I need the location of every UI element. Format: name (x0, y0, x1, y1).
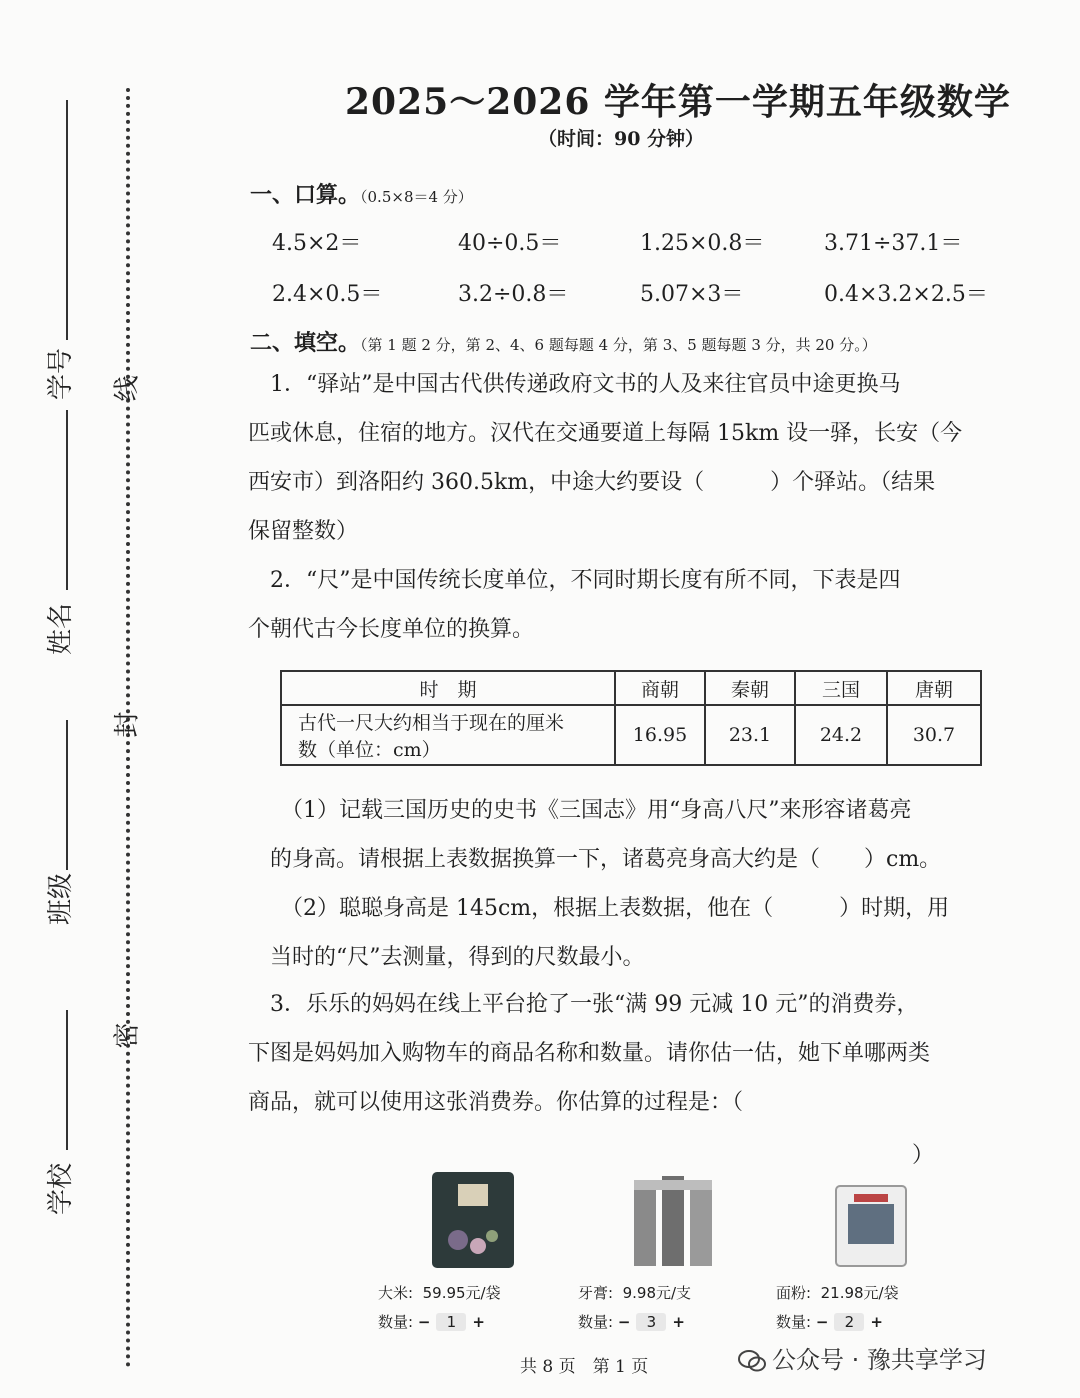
q3-close-paren: ） (912, 1143, 935, 1168)
q1-line: 1．“驿站”是中国古代供传递政府文书的人及来往官员中途更换马 (248, 372, 901, 397)
table-header-cell: 三国 (795, 671, 887, 705)
section2-note: （第 1 题 2 分，第 2、4、6 题每题 4 分，第 3、5 题每题 3 分，共 20 分。） (360, 336, 877, 354)
calc-item: 4.5×2＝ (272, 231, 362, 256)
q2-line: 2．“尺”是中国传统长度单位，不同时期长度有所不同，下表是四 (248, 568, 901, 593)
q3-line: 商品，就可以使用这张消费券。你估算的过程是：（ (248, 1090, 744, 1115)
table-header-cell: 秦朝 (705, 671, 795, 705)
dynasty-length-table (280, 670, 982, 766)
student-id-label: 学号 (46, 347, 76, 400)
product-flour (776, 1170, 976, 1332)
table-cell: 24.2 (795, 705, 887, 765)
table-cell: 16.95 (615, 705, 705, 765)
table-header-cell: 时 期 (281, 671, 615, 705)
class-label: 班级 (46, 872, 76, 925)
q3-line: 3．乐乐的妈妈在线上平台抢了一张“满 99 元减 10 元”的消费券， (248, 992, 919, 1017)
binding-margin (0, 0, 150, 1398)
question-2 (248, 556, 1028, 654)
section1-note: （0.5×8＝4 分） (360, 188, 473, 206)
decrease-button[interactable]: − (815, 1313, 829, 1331)
q2-sub-line: 当时的“尺”去测量，得到的尺数最小。 (270, 945, 645, 970)
table-cell: 23.1 (705, 705, 795, 765)
flour-info (776, 1282, 976, 1303)
toothpaste-info (578, 1282, 778, 1303)
watermark (738, 1340, 987, 1375)
product-name: 牙膏: (578, 1284, 614, 1302)
calc-item: 40÷0.5＝ (458, 231, 562, 256)
student-id-field[interactable] (66, 100, 68, 340)
quantity-label: 数量: (578, 1313, 614, 1331)
seal-mark-line: 线 (112, 375, 143, 402)
table-cell: 30.7 (887, 705, 981, 765)
calc-item: 1.25×0.8＝ (640, 231, 765, 256)
increase-button[interactable]: + (870, 1313, 883, 1331)
section1-heading (250, 178, 473, 209)
toothpaste-icon (628, 1170, 718, 1270)
seal-mark-seal: 封 (112, 711, 143, 738)
product-price: 59.95元/袋 (422, 1284, 501, 1302)
calc-item: 3.2÷0.8＝ (458, 282, 569, 307)
flour-quantity-stepper (776, 1311, 976, 1332)
product-price: 21.98元/袋 (820, 1284, 899, 1302)
q1-line: 保留整数） (248, 519, 359, 544)
quantity-label: 数量: (378, 1313, 414, 1331)
watermark-text: 公众号 · 豫共享学习 (772, 1346, 987, 1374)
school-label: 学校 (46, 1162, 76, 1215)
q2-sub-line: （1）记载三国历史的史书《三国志》用“身高八尺”来形容诸葛亮 (270, 798, 912, 823)
calc-item: 0.4×3.2×2.5＝ (824, 282, 988, 307)
flour-bag-icon (826, 1170, 916, 1270)
name-field[interactable] (66, 410, 68, 590)
rice-bag-icon (428, 1170, 518, 1270)
decrease-button[interactable]: − (417, 1313, 431, 1331)
quantity-label: 数量: (776, 1313, 812, 1331)
toothpaste-quantity-stepper (578, 1311, 778, 1332)
row-label-line: 古代一尺大约相当于现在的厘米 (298, 712, 565, 734)
row-label-line: 数（单位：cm） (298, 739, 441, 761)
calc-item: 5.07×3＝ (640, 282, 744, 307)
question-2-subparts (270, 786, 1050, 982)
class-field[interactable] (66, 720, 68, 870)
q1-line: 西安市）到洛阳约 360.5km，中途大约要设（ ）个驿站。（结果 (248, 470, 936, 495)
question-1 (248, 360, 1028, 556)
calc-item: 3.71÷37.1＝ (824, 231, 963, 256)
increase-button[interactable]: + (672, 1313, 685, 1331)
school-field[interactable] (66, 1010, 68, 1150)
exam-title: 2025～2026 学年第一学期五年级数学 (345, 81, 1011, 123)
rice-quantity-stepper (378, 1311, 578, 1332)
name-label: 姓名 (46, 602, 76, 655)
calc-item: 2.4×0.5＝ (272, 282, 383, 307)
q2-line: 个朝代古今长度单位的换算。 (248, 617, 535, 642)
quantity-value[interactable]: 3 (636, 1313, 666, 1331)
product-toothpaste (578, 1170, 778, 1332)
product-name: 大米: (378, 1284, 414, 1302)
page-number: 共 8 页 第 1 页 (520, 1357, 649, 1377)
increase-button[interactable]: + (472, 1313, 485, 1331)
product-name: 面粉: (776, 1284, 812, 1302)
section2-heading (250, 326, 877, 357)
question-3 (248, 980, 1028, 1127)
wechat-icon (738, 1349, 766, 1373)
quantity-value[interactable]: 2 (834, 1313, 864, 1331)
section2-title: 二、填空。 (250, 330, 361, 356)
product-rice (378, 1170, 578, 1332)
rice-info (378, 1282, 578, 1303)
q1-line: 匹或休息，住宿的地方。汉代在交通要道上每隔 15km 设一驿，长安（今 (248, 421, 963, 446)
q3-line: 下图是妈妈加入购物车的商品名称和数量。请你估一估，她下单哪两类 (248, 1041, 931, 1066)
section1-title: 一、口算。 (250, 182, 361, 208)
table-header-cell: 唐朝 (887, 671, 981, 705)
product-price: 9.98元/支 (622, 1284, 692, 1302)
q2-sub-line: （2）聪聪身高是 145cm，根据上表数据，他在（ ）时期，用 (270, 896, 950, 921)
quantity-value[interactable]: 1 (436, 1313, 466, 1331)
seal-mark-secret: 密 (112, 1022, 143, 1049)
exam-duration: （时间：90 分钟） (538, 128, 705, 150)
decrease-button[interactable]: − (617, 1313, 631, 1331)
table-header-cell: 商朝 (615, 671, 705, 705)
table-row-label (281, 705, 615, 765)
q2-sub-line: 的身高。请根据上表数据换算一下，诸葛亮身高大约是（ ）cm。 (270, 847, 942, 872)
